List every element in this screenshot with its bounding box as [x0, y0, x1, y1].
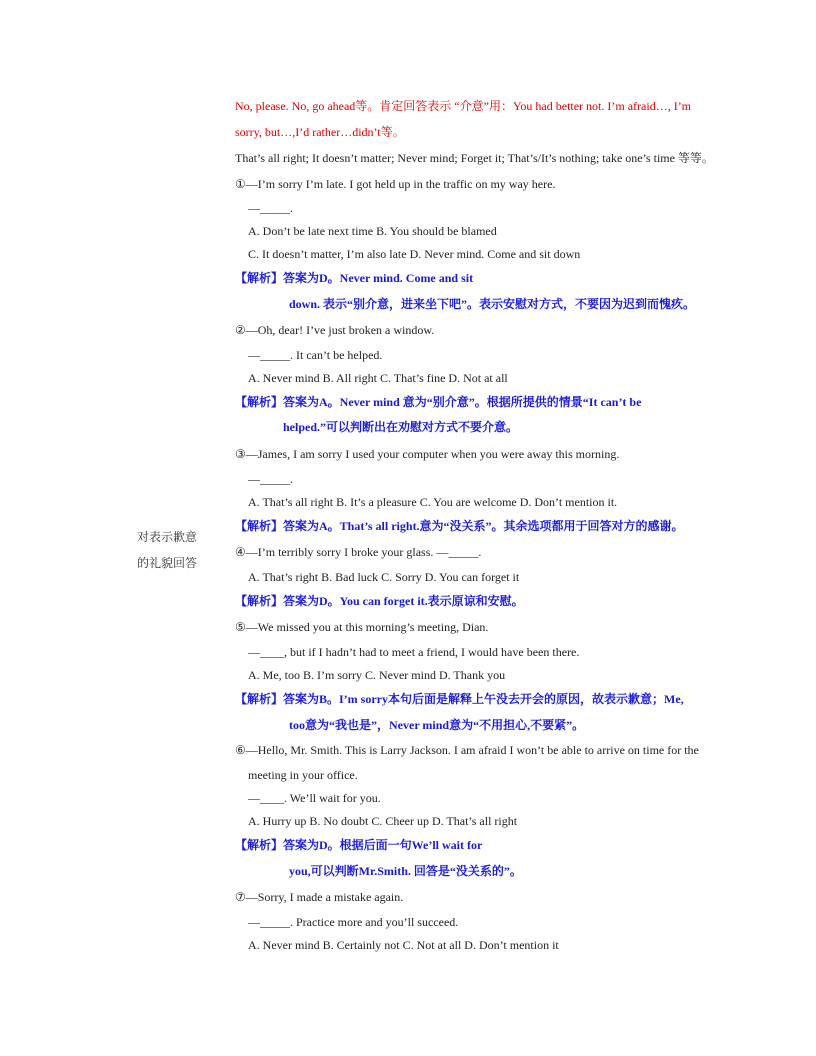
explanation-line: 【解析】答案为B。I’m sorry本句后面是解释上午没去开会的原因，故表示歉意；Me,: [235, 692, 684, 706]
question-5: ⑤—We missed you at this morning’s meeting, Dian.: [235, 620, 489, 634]
answer-blank: —____. We’ll wait for you.: [248, 791, 381, 805]
side-label-line-2: 的礼貌回答: [137, 556, 198, 570]
answer-blank: —_____. Practice more and you’ll succeed.: [248, 915, 459, 929]
options-line: A. That’s all right B. It’s a pleasure C. You are welcome D. Don’t mention it.: [248, 495, 618, 509]
explanation-line: 【解析】答案为D。Never mind. Come and sit: [235, 271, 474, 285]
answer-blank: —____, but if I hadn’t had to meet a friend, I would have been there.: [248, 645, 580, 659]
side-label-line-1: 对表示歉意: [137, 530, 198, 544]
options-line: A. Don’t be late next time B. You should be blamed: [248, 224, 497, 238]
question-3: ③—James, I am sorry I used your computer when you were away this morning.: [235, 447, 620, 461]
question-6: ⑥—Hello, Mr. Smith. This is Larry Jackson. I am afraid I won’t be able to arrive on time for the: [235, 743, 699, 757]
explanation-line: down. 表示“别介意，进来坐下吧”。表示安慰对方式，不要因为迟到而愧疚。: [289, 297, 696, 311]
answer-blank: —_____. It can’t be helped.: [248, 348, 383, 362]
question-2: ②—Oh, dear! I’ve just broken a window.: [235, 323, 435, 337]
question-6-cont: meeting in your office.: [248, 768, 358, 782]
explanation-line: helped.”可以判断出在劝慰对方式不要介意。: [283, 420, 519, 434]
options-line: C. It doesn’t matter, I’m also late D. Never mind. Come and sit down: [248, 247, 581, 261]
explanation-line: 【解析】答案为D。You can forget it.表示原谅和安慰。: [235, 594, 524, 608]
explanation-line: you,可以判断Mr.Smith. 回答是“没关系的”。: [289, 864, 522, 878]
text-line: That’s all right; It doesn’t matter; Never mind; Forget it; That’s/It’s nothing; take one’s time 等等。: [235, 151, 714, 165]
answer-blank: —_____.: [248, 201, 293, 215]
text-line: No, please. No, go ahead等。肯定回答表示 “介意”用：You had better not. I’m afraid…, I’m: [235, 99, 692, 113]
explanation-line: 【解析】答案为A。That’s all right.意为“没关系”。其余选项都用于回答对方的感谢。: [235, 519, 684, 533]
text-line: sorry, but…,I’d rather…didn’t等。: [235, 125, 405, 139]
explanation-line: 【解析】答案为A。Never mind 意为“别介意”。根据所提供的情景“It can’t be: [235, 395, 642, 409]
question-7: ⑦—Sorry, I made a mistake again.: [235, 890, 404, 904]
explanation-line: 【解析】答案为D。根据后面一句We’ll wait for: [235, 838, 483, 852]
question-4: ④—I’m terribly sorry I broke your glass. —_____.: [235, 545, 482, 559]
options-line: A. Never mind B. Certainly not C. Not at all D. Don’t mention it: [248, 938, 559, 952]
options-line: A. Hurry up B. No doubt C. Cheer up D. That’s all right: [248, 814, 518, 828]
explanation-line: too意为“我也是”，Never mind意为“不用担心,不要紧”。: [289, 718, 585, 732]
options-line: A. Never mind B. All right C. That’s fine D. Not at all: [248, 371, 508, 385]
answer-blank: —_____.: [248, 472, 293, 486]
options-line: A. That’s right B. Bad luck C. Sorry D. You can forget it: [248, 570, 520, 584]
options-line: A. Me, too B. I’m sorry C. Never mind D. Thank you: [248, 668, 506, 682]
question-1: ①—I’m sorry I’m late. I got held up in the traffic on my way here.: [235, 177, 556, 191]
